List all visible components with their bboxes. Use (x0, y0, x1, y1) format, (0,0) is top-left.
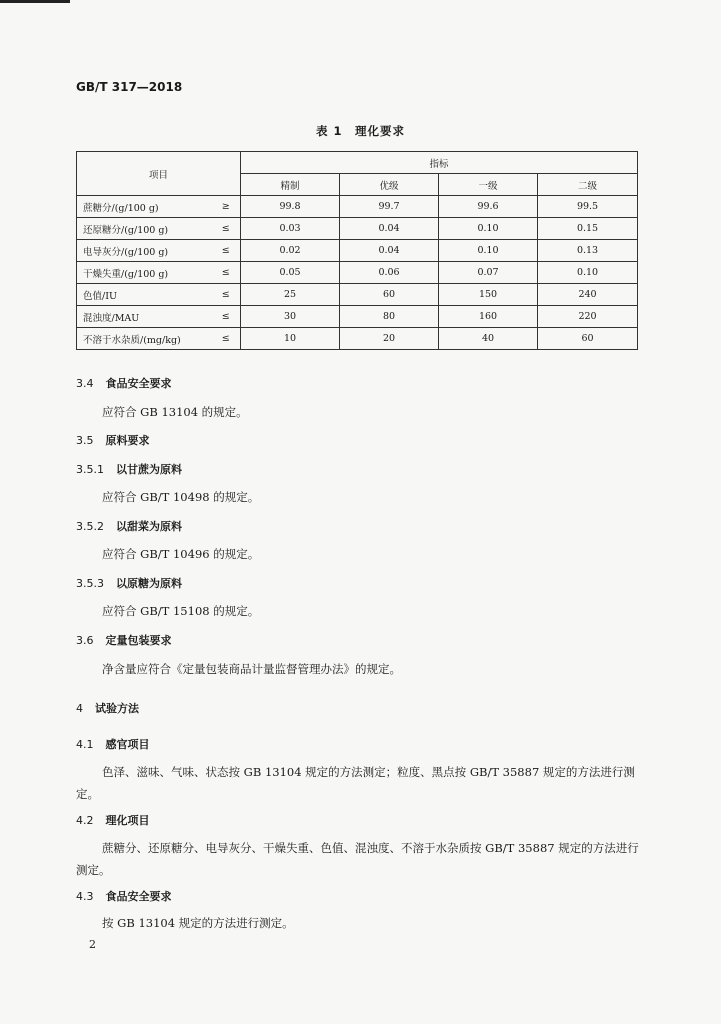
section-heading-3-5-1 (76, 461, 182, 477)
row-operator: ≤ (212, 262, 241, 284)
row-value: 20 (340, 328, 439, 350)
row-value: 0.05 (241, 262, 340, 284)
row-value: 150 (439, 284, 538, 306)
table-row (77, 284, 638, 306)
row-item: 蔗糖分/(g/100 g) (77, 196, 212, 218)
row-value: 80 (340, 306, 439, 328)
row-value: 0.15 (538, 218, 638, 240)
row-operator: ≤ (212, 218, 241, 240)
paragraph: 应符合 GB/T 15108 的规定。 (102, 604, 260, 618)
row-item: 干燥失重/(g/100 g) (77, 262, 212, 284)
grade-header: 一级 (439, 174, 538, 196)
table-row (77, 240, 638, 262)
section-heading-4 (76, 700, 139, 716)
row-item: 不溶于水杂质/(mg/kg) (77, 328, 212, 350)
row-operator: ≤ (212, 306, 241, 328)
section-title: 以甜菜为原料 (116, 520, 182, 533)
row-value: 10 (241, 328, 340, 350)
row-value: 30 (241, 306, 340, 328)
row-item: 电导灰分/(g/100 g) (77, 240, 212, 262)
row-value: 0.10 (439, 240, 538, 262)
page-number: 2 (89, 938, 96, 951)
section-number: 3.5 (76, 434, 94, 447)
section-number: 3.5.2 (76, 520, 104, 533)
row-operator: ≥ (212, 196, 241, 218)
row-item: 色值/IU (77, 284, 212, 306)
section-number: 4.1 (76, 738, 94, 751)
table-header-row (77, 152, 638, 174)
section-heading-4-1 (76, 736, 150, 752)
table-row (77, 196, 638, 218)
table-row (77, 218, 638, 240)
section-heading-3-6 (76, 632, 172, 648)
section-title: 以原糖为原料 (116, 577, 182, 590)
section-number: 4 (76, 702, 83, 715)
row-value: 99.5 (538, 196, 638, 218)
section-title: 理化项目 (105, 814, 150, 827)
section-heading-3-5 (76, 432, 150, 448)
grade-header: 优级 (340, 174, 439, 196)
header-item: 项目 (77, 152, 241, 196)
section-title: 试验方法 (95, 702, 139, 715)
section-title: 定量包装要求 (105, 634, 172, 647)
section-number: 3.5.3 (76, 577, 104, 590)
row-operator: ≤ (212, 240, 241, 262)
table-row (77, 262, 638, 284)
row-value: 0.04 (340, 240, 439, 262)
table-row (77, 328, 638, 350)
section-heading-3-5-3 (76, 575, 182, 591)
scan-edge-mark (0, 0, 70, 3)
section-number: 4.2 (76, 814, 94, 827)
paragraph: 蔗糖分、还原糖分、电导灰分、干燥失重、色值、混浊度、不溶于水杂质按 GB/T 35887 规定的方法进行测定。 (76, 841, 639, 877)
row-value: 0.06 (340, 262, 439, 284)
section-number: 3.6 (76, 634, 94, 647)
physicochemical-requirements-table (76, 151, 638, 350)
section-number: 4.3 (76, 890, 94, 903)
row-value: 25 (241, 284, 340, 306)
document-code: GB/T 317—2018 (76, 80, 183, 94)
row-value: 99.6 (439, 196, 538, 218)
row-value: 60 (538, 328, 638, 350)
row-value: 0.10 (538, 262, 638, 284)
paragraph: 应符合 GB 13104 的规定。 (102, 405, 248, 419)
row-value: 99.8 (241, 196, 340, 218)
row-operator: ≤ (212, 328, 241, 350)
section-title: 以甘蔗为原料 (116, 463, 182, 476)
section-number: 3.4 (76, 377, 94, 390)
section-heading-4-2 (76, 812, 150, 828)
paragraph: 按 GB 13104 规定的方法进行测定。 (102, 916, 294, 930)
row-item: 还原糖分/(g/100 g) (77, 218, 212, 240)
table-title: 表 1 理化要求 (315, 124, 405, 138)
section-heading-3-4 (76, 375, 172, 391)
grade-header: 二级 (538, 174, 638, 196)
row-value: 220 (538, 306, 638, 328)
paragraph: 色泽、滋味、气味、状态按 GB 13104 规定的方法测定；粒度、黑点按 GB/T 35887 规定的方法进行测定。 (76, 765, 635, 801)
row-value: 0.02 (241, 240, 340, 262)
grade-header: 精制 (241, 174, 340, 196)
section-number: 3.5.1 (76, 463, 104, 476)
row-value: 99.7 (340, 196, 439, 218)
row-value: 0.07 (439, 262, 538, 284)
section-title: 食品安全要求 (105, 377, 172, 390)
paragraph: 应符合 GB/T 10496 的规定。 (102, 547, 260, 561)
paragraph: 净含量应符合《定量包装商品计量监督管理办法》的规定。 (102, 662, 401, 676)
section-title: 感官项目 (105, 738, 150, 751)
row-value: 0.13 (538, 240, 638, 262)
header-indicator: 指标 (241, 152, 638, 174)
row-value: 240 (538, 284, 638, 306)
paragraph: 应符合 GB/T 10498 的规定。 (102, 490, 260, 504)
section-title: 原料要求 (105, 434, 150, 447)
row-value: 160 (439, 306, 538, 328)
row-item: 混浊度/MAU (77, 306, 212, 328)
section-heading-3-5-2 (76, 518, 182, 534)
row-value: 0.10 (439, 218, 538, 240)
section-heading-4-3 (76, 888, 172, 904)
row-value: 40 (439, 328, 538, 350)
row-value: 0.03 (241, 218, 340, 240)
table-row (77, 306, 638, 328)
section-title: 食品安全要求 (105, 890, 172, 903)
row-value: 60 (340, 284, 439, 306)
row-value: 0.04 (340, 218, 439, 240)
row-operator: ≤ (212, 284, 241, 306)
